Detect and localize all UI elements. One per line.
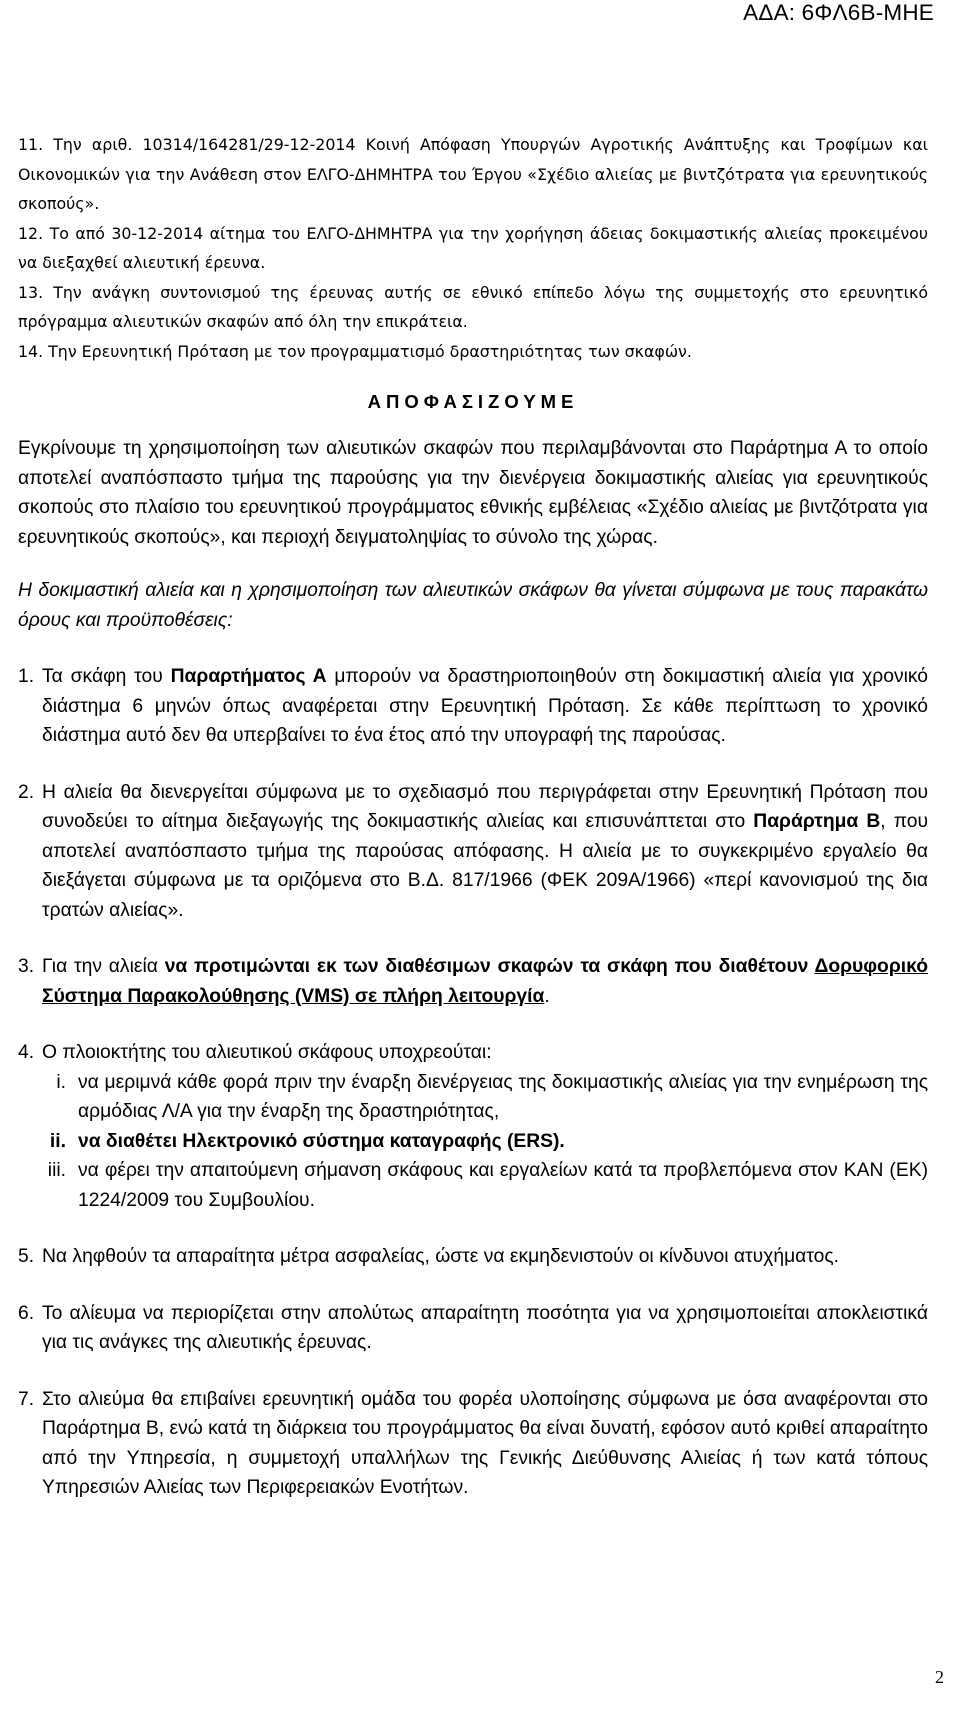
ada-code: ΑΔΑ: 6ΦΛ6Β-ΜΗΕ	[743, 0, 934, 25]
condition-item-3: 3. Για την αλιεία να προτιμώνται εκ των διαθέσιμων σκαφών τα σκάφη που διαθέτουν Δορυφορικό Σύστημα Παρακολούθησης (VMS) σε πλήρη λειτουργία.	[18, 956, 928, 1007]
preamble-item: 11. Την αριθ. 10314/164281/29-12-2014 Κοινή Απόφαση Υπουργών Αγροτικής Ανάπτυξης και Τροφίμων και Οικονομικών για την Ανάθεση στον ΕΛΓΟ-ΔΗΜΗΤΡΑ του Έργου «Σχέδιο αλιείας με βιντζότρατα για ερευνητικούς σκοπούς».	[18, 135, 928, 213]
condition-item-5: 5. Να ληφθούν τα απαραίτητα μέτρα ασφαλείας, ώστε να εκμηδενιστούν οι κίνδυνοι ατυχήματος.	[18, 1246, 840, 1267]
preamble-item: 14. Την Ερευνητική Πρόταση με τον προγραμματισμό δραστηριότητας των σκαφών.	[18, 341, 692, 361]
document-body	[18, 130, 928, 1503]
condition-item-6: 6. Το αλίευμα να περιορίζεται στην απολύτως απαραίτητη ποσότητα για να χρησιμοποιείται αποκλειστικά για τις ανάγκες της αλιευτικής έρευνας.	[18, 1302, 928, 1353]
page-number: 2	[935, 1667, 944, 1687]
preamble-item: 12. Το από 30-12-2014 αίτημα του ΕΛΓΟ-ΔΗΜΗΤΡΑ για την χορήγηση άδειας δοκιμαστικής αλιείας προκειμένου να διεξαχθεί αλιευτική έρευνα.	[18, 223, 928, 272]
condition-item-1: 1. Τα σκάφη του Παραρτήματος Α μπορούν να δραστηριοποιηθούν στη δοκιμαστική αλιεία για χρονικό διάστημα 6 μηνών όπως αναφέρεται στην Ερευνητική Πρόταση. Σε κάθε περίπτωση το χρονικό διάστημα αυτό δεν θα υπερβαίνει το ένα έτος από την υπογραφή της παρούσας.	[18, 666, 928, 746]
condition-item-4: 4. Ο πλοιοκτήτης του αλιευτικού σκάφους υποχρεούται:	[18, 1042, 492, 1063]
condition-item-7: 7. Στο αλιεύμα θα επιβαίνει ερευνητική ομάδα του φορέα υλοποίησης σύμφωνα με όσα αναφέρονται στο Παράρτημα Β, ενώ κατά τη διάρκεια του προγράμματος θα είναι δυνατή, εφόσον αυτό κριθεί απαραίτητο από την Υπηρεσία, η συμμετοχή υπαλλήλων της Γενικής Διεύθυνσης Αλιείας ή των κατά τόπους Υπηρεσιών Αλιείας των Περιφερειακών Ενοτήτων.	[18, 1388, 928, 1498]
condition-item-2: 2. Η αλιεία θα διενεργείται σύμφωνα με το σχεδιασμό που περιγράφεται στην Ερευνητική Πρόταση που συνοδεύει το αίτημα διεξαγωγής της δοκιμαστικής αλιείας και επισυνάπτεται στο Παράρτημα Β, που αποτελεί αναπόσπαστο τμήμα της παρούσας απόφασης. Η αλιεία με το συγκεκριμένο εργαλείο θα διεξάγεται σύμφωνα με τα οριζόμενα στο Β.Δ. 817/1966 (ΦΕΚ 209Α/1966) «περί κανονισμού της δια τρατών αλιείας».	[18, 781, 928, 921]
conditions-intro: Η δοκιμαστική αλιεία και η χρησιμοποίηση των αλιευτικών σκάφων θα γίνεται σύμφωνα με τους παρακάτω όρους και προϋποθέσεις:	[18, 580, 928, 631]
sub-item: iii. να φέρει την απαιτούμενη σήμανση σκάφους και εργαλείων κατά τα προβλεπόμενα στον ΚΑΝ (ΕΚ) 1224/2009 του Συμβουλίου.	[47, 1160, 928, 1211]
preamble-item: 13. Την ανάγκη συντονισμού της έρευνας αυτής σε εθνικό επίπεδο λόγω της συμμετοχής στο ερευνητικό πρόγραμμα αλιευτικών σκαφών από όλη την επικράτεια.	[18, 282, 928, 331]
decision-title: ΑΠΟΦΑΣΙΖΟΥΜΕ	[367, 391, 579, 412]
approval-paragraph: Εγκρίνουμε τη χρησιμοποίηση των αλιευτικών σκαφών που περιλαμβάνονται στο Παράρτημα Α το οποίο αποτελεί αναπόσπαστο τμήμα της παρούσης για την διενέργεια δοκιμαστικής αλιείας για ερευνητικούς σκοπούς στο πλαίσιο του ερευνητικού προγράμματος εθνικής εμβέλειας «Σχέδιο αλιείας με βιντζότρατα για ερευνητικούς σκοπούς», και περιοχή δειγματοληψίας το σύνολο της χώρας.	[18, 438, 928, 548]
sub-item: i. να μεριμνά κάθε φορά πριν την έναρξη διενέργειας της δοκιμαστικής αλιείας για την ενημέρωση της αρμόδιας Λ/Α για την έναρξη της δραστηριότητας,	[56, 1071, 928, 1122]
sub-item: ii. να διαθέτει Ηλεκτρονικό σύστημα καταγραφής (ERS).	[49, 1130, 565, 1152]
preamble-list	[18, 130, 928, 366]
